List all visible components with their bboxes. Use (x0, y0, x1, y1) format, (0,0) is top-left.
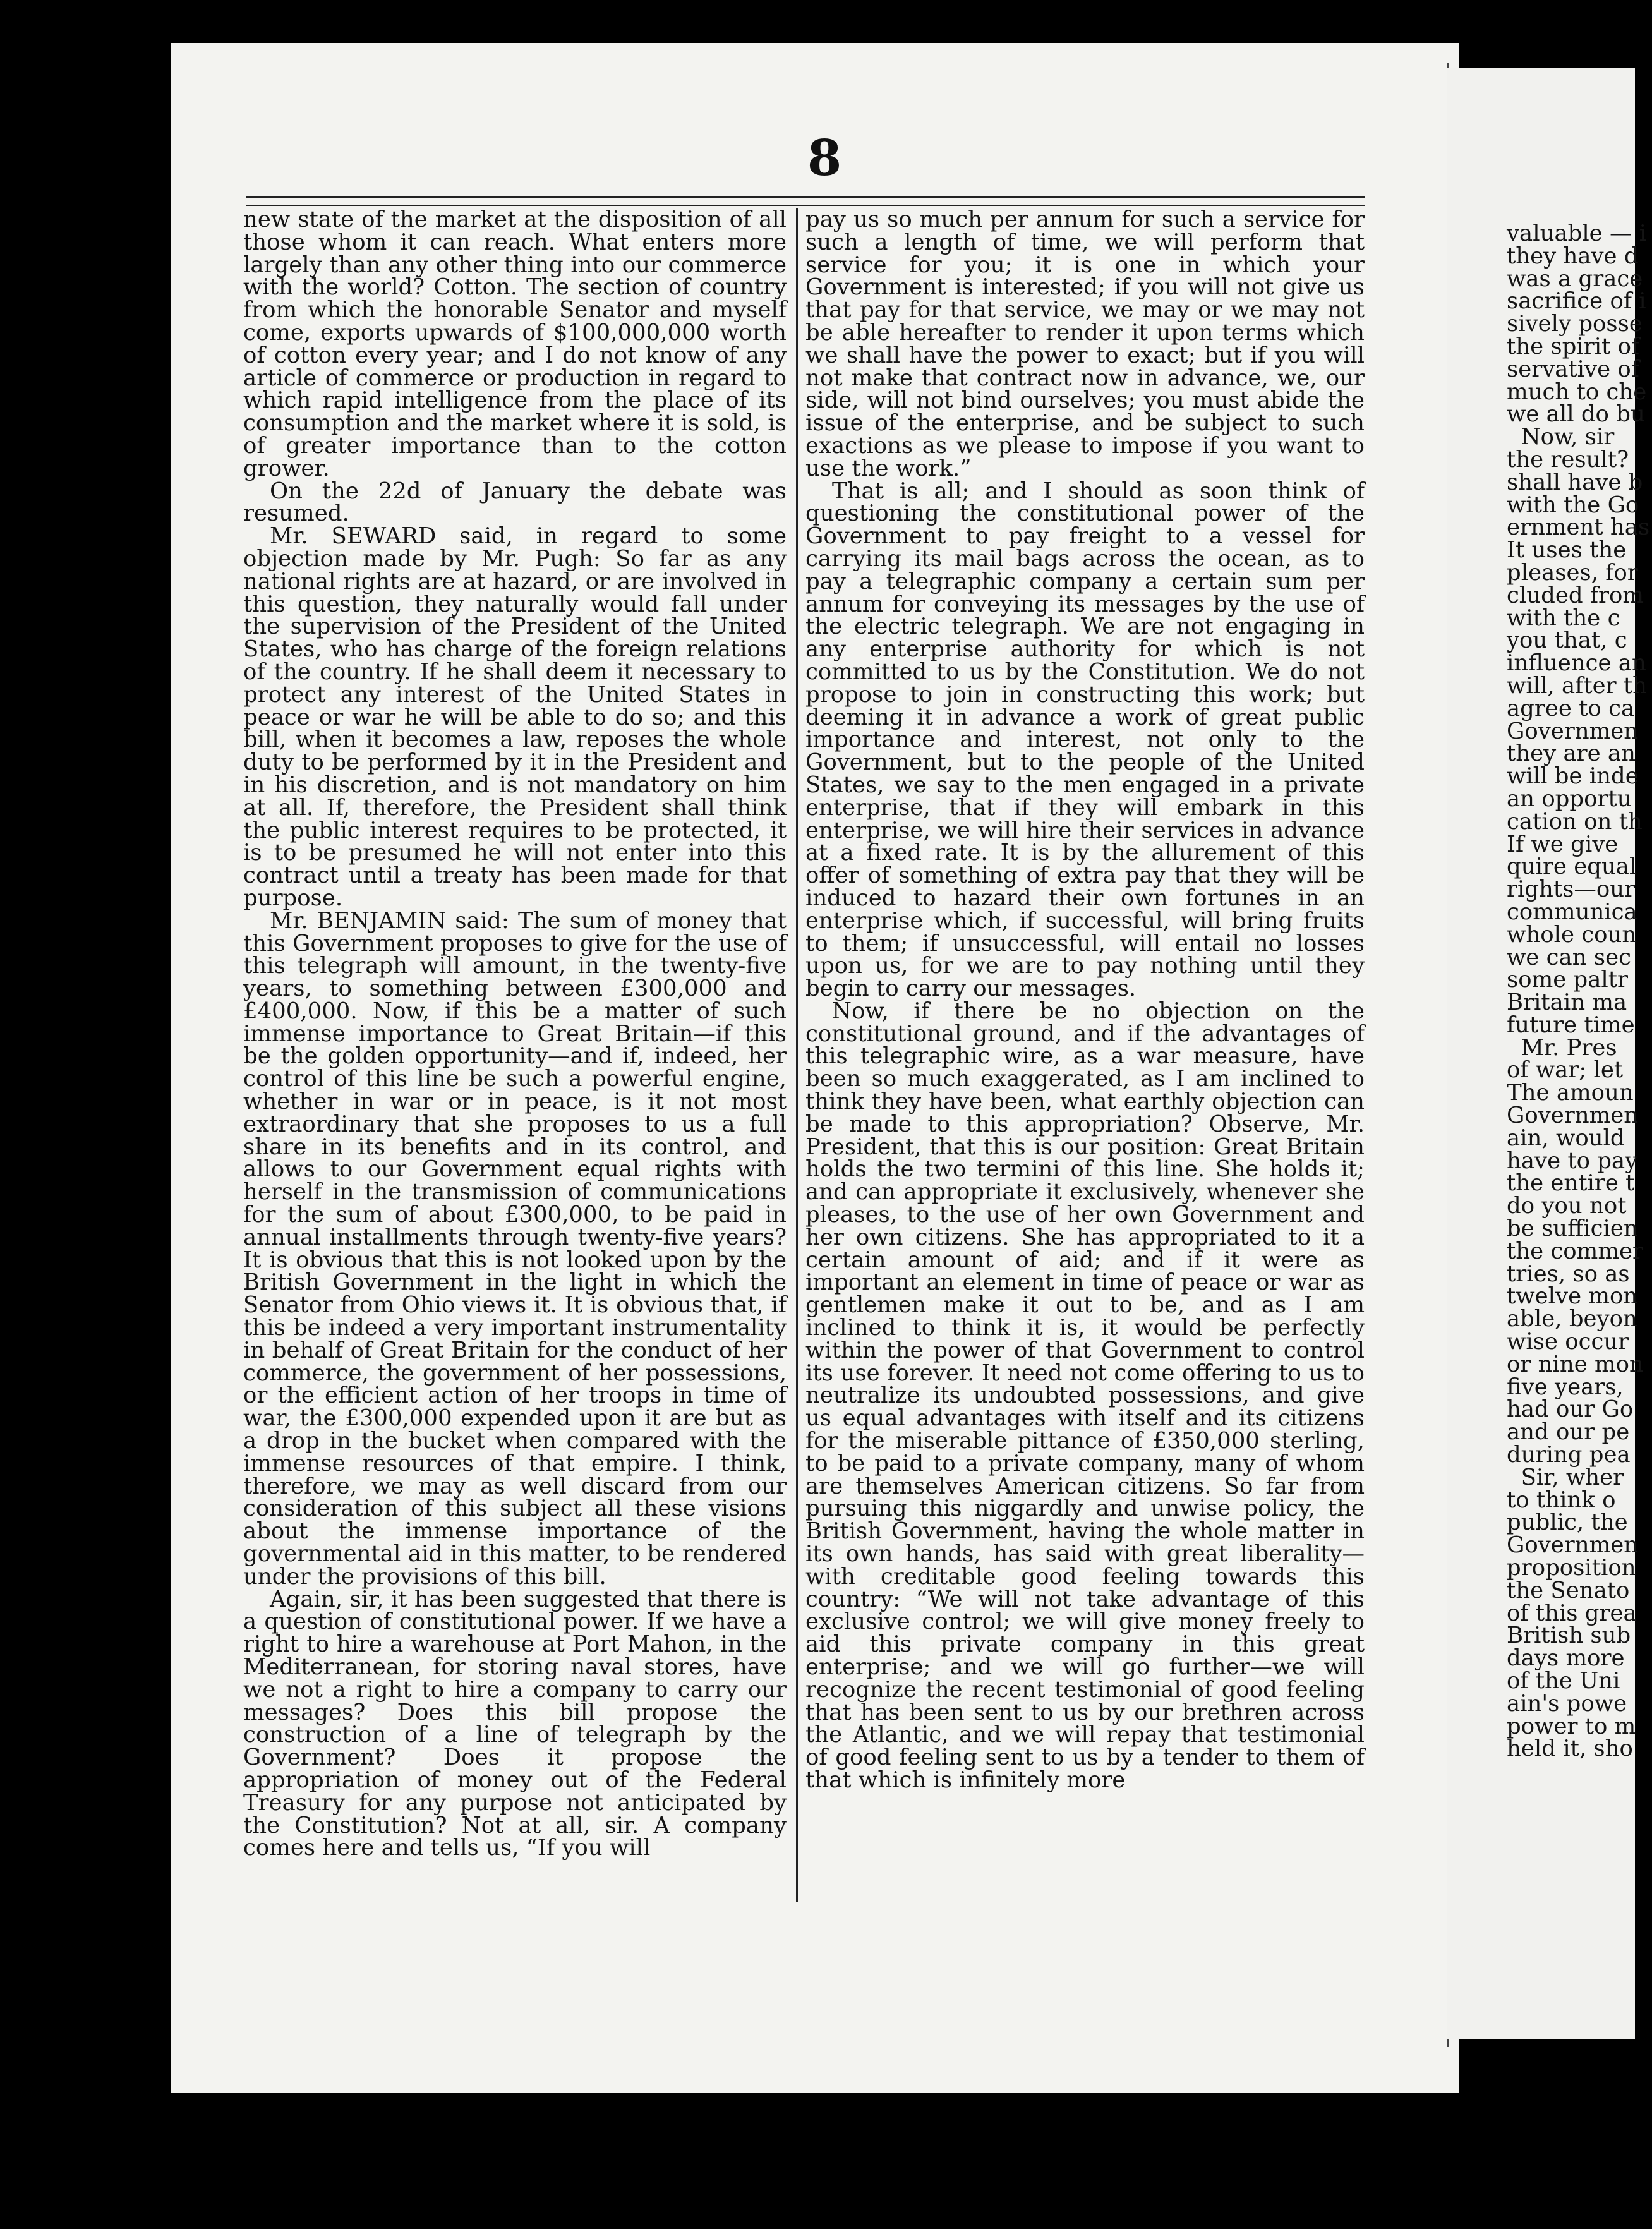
text-column-facing-page: valuable — i they have d was a grace sacrifice of i sively posse the spirit of servative of much to che we all do bu Now, sir the result? shall have b with the Go ernment has It uses the pleases, for cluded from with the c you that, c influence an will, after th agree to ca Governmen they are an will be inde an opportu cation on th If we give quire equal rights—our communica whole coun we can sec some paltr Britain ma future time Mr. Pres of war; let The amoun Governmen ain, would have to pay the entire t do you not be sufficien the commer tries, so as twelve mon able, beyon wise occur or nine mon five years, had our Go and our pe during pea Sir, wher to think o public, the Governmen proposition the Senato of this grea British sub days more of the Uni ain's powe power to m held it, sho (1507, 220, 1650, 1762)
paragraph: new state of the market at the disposition of all those whom it can reach. What enters more largely than any other thing into our commerce with the world? Cotton. The section of country from which the honorable Senator and myself come, exports upwards of $100,000,000 worth of cotton every year; and I do not know of any article of commerce or production in regard to which rapid intelligence from the place of its consumption and the market where it is sold, is of greater importance than to the cotton grower. (243, 207, 787, 481)
paragraph: On the 22d of January the debate was resumed. (243, 478, 787, 527)
paragraph: Mr. BENJAMIN said: The sum of money that this Government proposes to give for the use of this telegraph will amount, in the twenty-five years, to something between £300,000 and £400,000. Now, if this be a matter of such immense importance to Great Britain—if this be the golden opportunity—and if, indeed, her control of this line be such a powerful engine, whether in war or in peace, is it not most extraordinary that she proposes to us a full share in its benefits and in its control, and allows to our Government equal rights with herself in the transmission of communications for the sum of about £300,000, to be paid in annual installments through twenty-five years? It is obvious that this is not looked upon by the British Government in the light in which the Senator from Ohio views it. It is obvious that, if this be indeed a very important instrumentality in behalf of Great Britain for the conduct of her commerce, the government of her possessions, or the efficient action of her troops in time of war, the £300,000 expended upon it are but as a drop in the bucket when compared with the immense resources of that empire. I think, therefore, we may as well discard from our consideration of this subject all these visions about the immense importance of the governmental aid in this matter, to be rendered under the provisions of this bill. (243, 907, 787, 1590)
paragraph: Mr. SEWARD said, in regard to some objection made by Mr. Pugh: So far as any national rights are at hazard, or are involved in this question, they naturally would fall under the supervision of the President of the United States, who has charge of the foreign relations of the country. If he shall deem it necessary to protect any interest of the United States in peace or war he will be able to do so; and this bill, when it becomes a law, reposes the whole duty to be performed by it in the President and in his discretion, and is not mandatory on him at all. If, therefore, the President shall think the public interest requires to be protected, it is to be presumed he will not enter into this contract until a treaty has been made for that purpose. (243, 523, 787, 911)
page-number: 8 (807, 130, 842, 187)
header-rule (246, 196, 1365, 206)
text-column-left (243, 208, 787, 1959)
paragraph: pay us so much per annum for such a service for such a length of time, we will perform that service for you; it is one in which your Government is interested; if you will not give us that pay for that service, we may or we may not be able hereafter to render it upon terms which we shall have the power to exact; but if you will not make that contract now in advance, we, our side, will not bind ourselves; you must abide the issue of the enterprise, and be subject to such exactions as we please to impose if you want to use the work.” (805, 207, 1365, 481)
text-column-middle (805, 208, 1365, 1959)
paragraph: Again, sir, it has been suggested that there is a question of constitutional power. If we have a right to hire a warehouse at Port Mahon, in the Mediterranean, for storing naval stores, have we not a right to hire a company to carry our messages? Does this bill propose the construction of a line of telegraph by the Government? Does it propose the appropriation of money out of the Federal Treasury for any purpose not anticipated by the Constitution? Not at all, sir. A company comes here and tells us, “If you will (243, 1586, 787, 1861)
column-divider (796, 208, 798, 1902)
paragraph: Now, if there be no objection on the constitutional ground, and if the advantages of this telegraphic wire, as a war measure, have been so much exaggerated, as I am inclined to think they have been, what earthly objection can be made to this appropriation? Observe, Mr. President, that this is our position: Great Britain holds the two termini of this line. She holds it; and can appropriate it exclusively, whenever she pleases, to the use of her own Government and her own citizens. She has appropriated to it a certain amount of aid; and if it were as important an element in time of peace or war as gentlemen make it out to be, and as I am inclined to think it is, it would be perfectly within the power of that Government to control its use forever. It need not come offering to us to neutralize its undoubted possessions, and give us equal advantages with itself and its citizens for the miserable pittance of £350,000 sterling, to be paid to a private company, many of whom are themselves American citizens. So far from pursuing this niggardly and unwise policy, the British Government, having the whole matter in its own hands, has said with great liberality—with creditable good feeling towards this country: “We will not take advantage of this exclusive control; we will give money freely to aid this private company in this great enterprise; and we will go further—we will recognize the recent testimonial of good feeling that has been sent to us by our brethren across the Atlantic, and we will repay that testimonial of good feeling sent to us by a tender to them of that which is infinitely more (805, 998, 1365, 1793)
paragraph: That is all; and I should as soon think of questioning the constitutional power of the Government to pay freight to a vessel for carrying its mail bags across the ocean, as to pay a telegraphic company a certain sum per annum for conveying its messages by the use of the electric telegraph. We are not engaging in any enterprise authority for which is not committed to us by the Constitution. We do not propose to join in constructing this work; but deeming it in advance a work of great public importance and interest, not only to the Government, but to the people of the United States, we say to the men engaged in a private enterprise, that if they will embark in this enterprise, we will hire their services in advance at a fixed rate. It is by the allurement of this offer of something of extra pay that they will be induced to hazard their own fortunes in an enterprise which, if successful, will bring fruits to them; if unsuccessful, will entail no losses upon us, for we are to pay nothing until they begin to carry our messages. (805, 478, 1365, 1002)
